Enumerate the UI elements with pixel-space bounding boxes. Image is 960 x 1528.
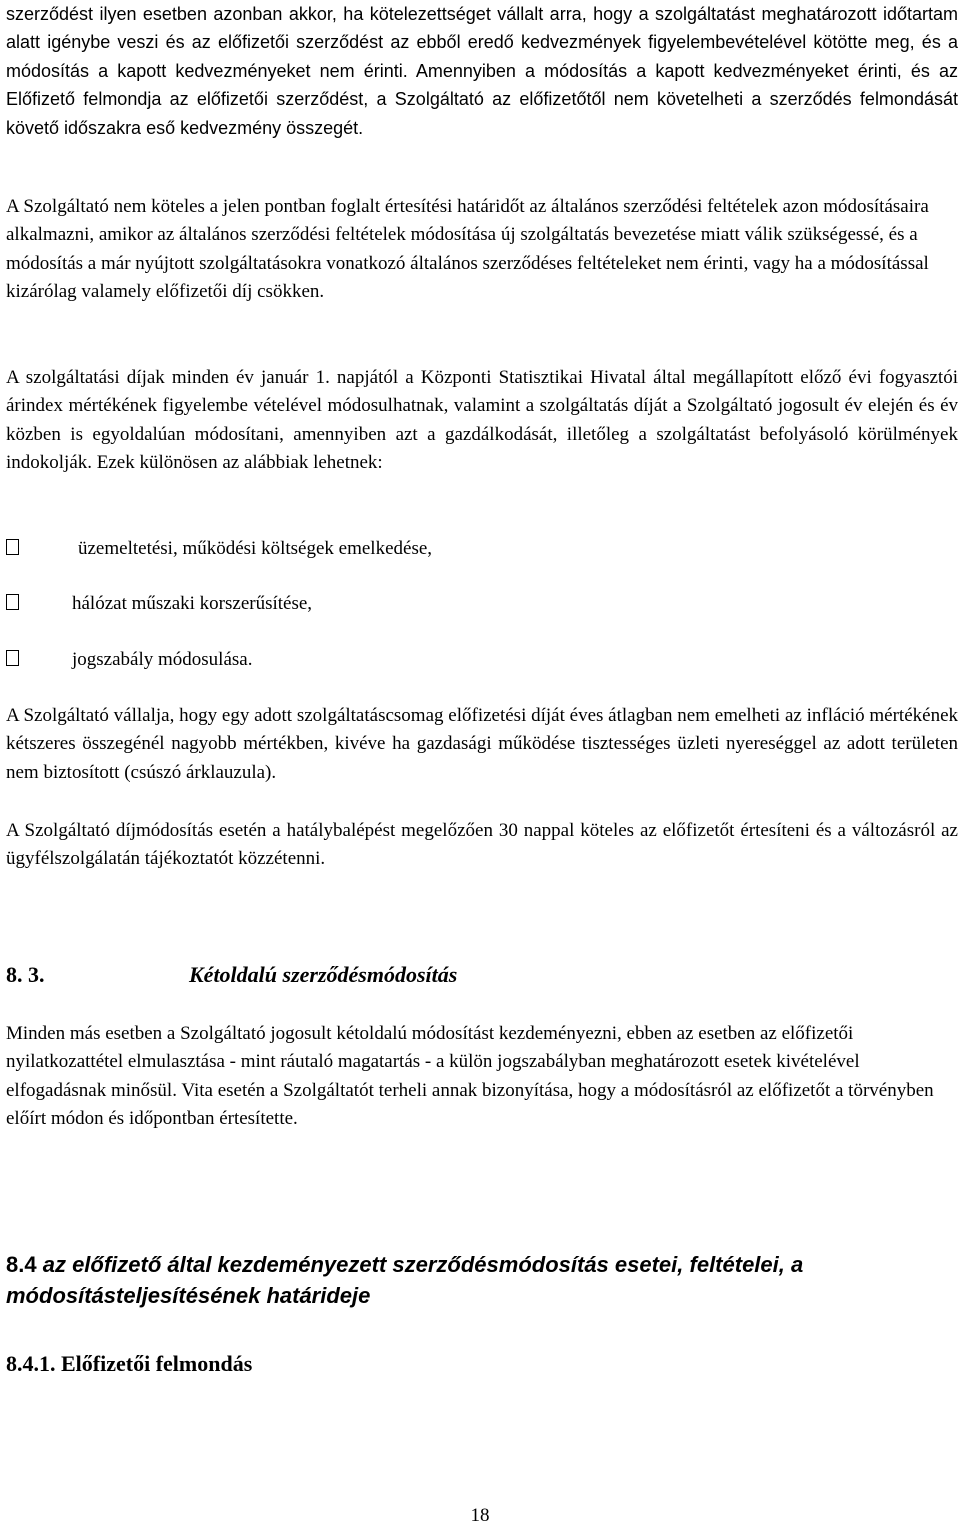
paragraph-amendment-discount: szerződést ilyen esetben azonban akkor, ha kötelezettséget vállalt arra, hogy a szolgáltatást meghatározott időtartam alatt igénybe veszi és az előfizetői szerződést az ebből eredő kedvezmények figyelembevételével kötötte meg, és a módosítás a kapott kedvezményeket nem érinti. Amennyiben a módosítás a kapott kedvezményeket érinti, és az Előfizető felmondja az előfizetői szerződést, a Szolgáltató az előfizetőtől nem követelheti a szerződés felmondását követő időszakra eső kedvezmény összegét. [6,4,958,138]
paragraph-notice-period: A Szolgáltató díjmódosítás esetén a hatálybalépést megelőzően 30 nappal köteles az előfizetőt értesíteni és a változásról az ügyfélszolgálatán tájékoztatót közzétenni. [6,820,958,870]
section-title-8-3: Kétoldalú szerződésmódosítás [189,962,458,987]
bullet-square-icon [6,650,19,666]
section-title-8-4: az előfizető által kezdeményezett szerződésmódosítás esetei, feltételei, a módosításteljesítésének határideje [6,1252,804,1308]
list-item-text: hálózat műszaki korszerűsítése, [72,593,313,614]
bullet-square-icon [6,594,19,610]
list-item [6,646,253,674]
paragraph-price-cap: A Szolgáltató vállalja, hogy egy adott szolgáltatáscsomag előfizetési díját éves átlagban nem emelheti az infláció mértékének kétszeres összegénél nagyobb mértékben, kivéve ha gazdasági működése tisztességes üzleti nyereséggel az adott területen nem biztosított (csúszó árklauzula). [6,705,958,783]
section-number-8-3: 8. 3. [6,962,45,987]
paragraph-bilateral-amendment: Minden más esetben a Szolgáltató jogosult kétoldalú módosítást kezdeményezni, ebben az esetben az előfizetői nyilatkozattétel elmulasztása - mint ráutaló magatartás - a külön jogszabályban meghatározott esetek kivételével elfogadásnak minősül. Vita esetén a Szolgáltatót terheli annak bizonyítása, hogy a módosításról az előfizetőt a törvényben előírt módon és időpontban értesítette. [6,1023,934,1130]
list-item [6,535,433,563]
paragraph-fee-indexation: A szolgáltatási díjak minden év január 1. napjától a Központi Statisztikai Hivatal által megállapított előző évi fogyasztói árindex mértékének figyelembe vételével módosulhatnak, valamint a szolgáltatás díját a Szolgáltató jogosult év elején és év közben is egyoldalúan módosítani, amennyiben azt a gazdálkodását, illetőleg a szolgáltatást befolyásoló körülmények indokolják. Ezek különösen az alábbiak lehetnek: [6,367,958,474]
list-item-text: üzemeltetési, működési költségek emelkedése, [78,538,433,559]
list-item [6,590,313,618]
section-title-8-4-1: 8.4.1. Előfizetői felmondás [6,1351,253,1376]
section-heading-8-4 [6,1249,946,1311]
page-number: 18 [470,1505,490,1526]
section-number-8-4: 8.4 [6,1252,37,1277]
bullet-square-icon [6,539,19,555]
list-item-text: jogszabály módosulása. [72,649,253,670]
paragraph-notice-exemption: A Szolgáltató nem köteles a jelen pontban foglalt értesítési határidőt az általános szerződési feltételek azon módosításaira alkalmazni, amikor az általános szerződési feltételek módosítása új szolgáltatás bevezetése miatt válik szükségessé, és a módosítás a már nyújtott szolgáltatásokra vonatkozó általános szerződéses feltételeket nem érinti, vagy ha a módosítással kizárólag valamely előfizetői díj csökken. [6,196,929,303]
